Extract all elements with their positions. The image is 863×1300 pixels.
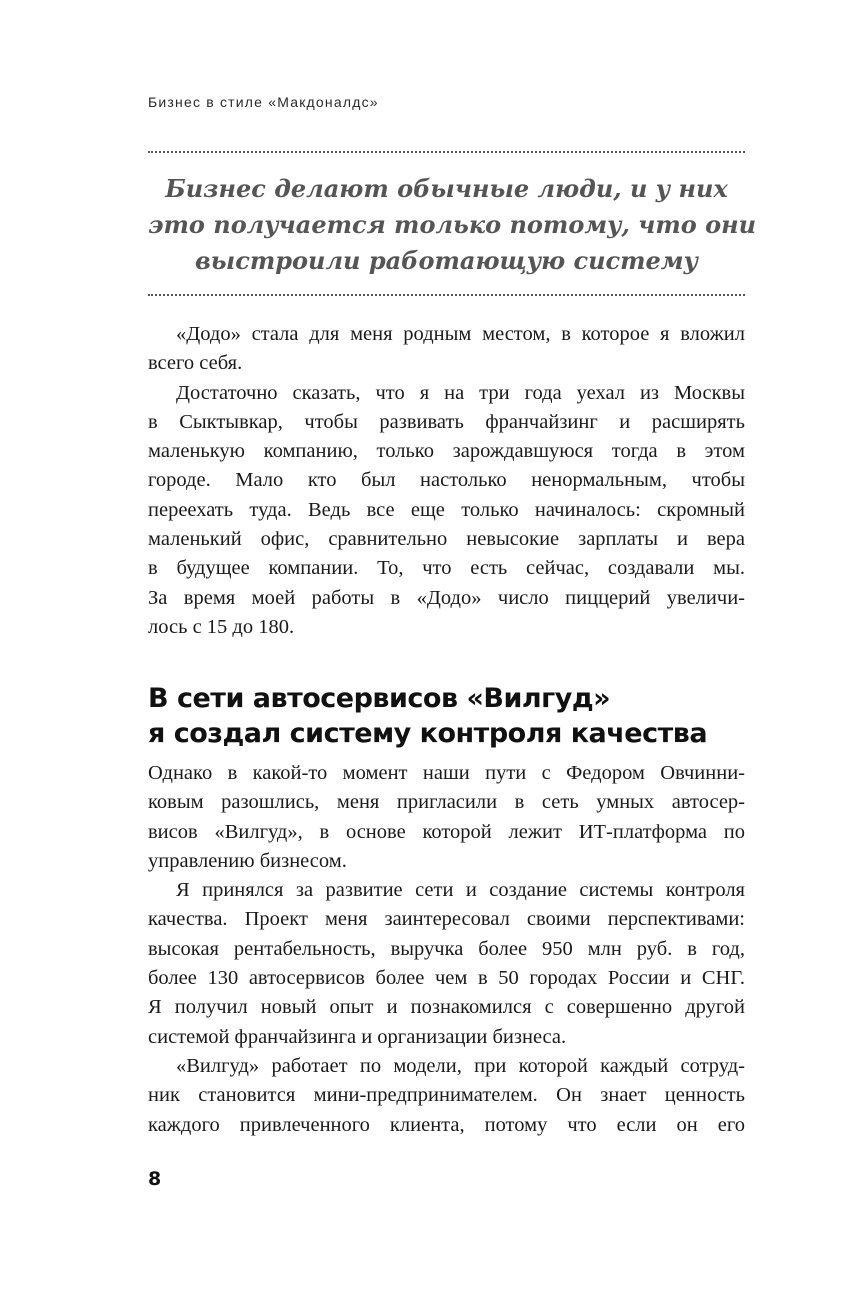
text-line: системой франчайзинга и организации бизнеса. [148,1025,567,1048]
pull-quote-line: это получается только потому, что они [148,210,757,239]
text-line: каждого привлеченного клиента, потому что если он его [148,1113,745,1136]
text-line: управлению бизнесом. [148,849,347,872]
text-line: городе. Мало кто был настолько ненормальным, чтобы [148,469,745,492]
text-line: Достаточно сказать, что я на три года уехал из Москвы [176,381,745,404]
page-number: 8 [148,1168,162,1190]
pull-quote-line: выстроили работающую систему [195,246,698,275]
section-heading-line: В сети автосервисов «Вилгуд» [148,683,611,714]
quote-divider-top [148,151,745,153]
text-line: Я получил новый опыт и познакомился с совершенно другой [148,996,745,1019]
text-line: в будущее компании. То, что есть сейчас, создавали мы. [148,557,745,580]
text-line: качества. Проект меня заинтересовал своими перспективами: [148,908,745,931]
quote-divider-bottom [148,294,745,296]
text-line: высокая рентабельность, выручка более 950 млн руб. в год, [148,937,745,960]
text-line: лось с 15 до 180. [148,615,295,638]
text-line: маленький офис, сравнительно невысокие зарплаты и вера [148,528,745,551]
text-line: переехать туда. Ведь все еще только начиналось: скромный [148,498,745,521]
section-heading-line: я создал систему контроля качества [148,718,708,749]
text-line: Я принялся за развитие сети и создание системы контроля [176,879,745,902]
text-line: висов «Вилгуд», в основе которой лежит ИТ-платформа по [148,820,745,843]
text-line: всего себя. [148,352,243,375]
text-line: ковым разошлись, меня пригласили в сеть умных автосер- [148,791,745,814]
text-line: «Додо» стала для меня родным местом, в которое я вложил [176,323,745,345]
body-text-section-1 [148,320,745,642]
text-line: более 130 автосервисов более чем в 50 городах России и СНГ. [148,967,745,990]
pull-quote [148,171,757,279]
text-line: «Вилгуд» работает по модели, при которой каждый сотруд- [176,1054,745,1077]
text-line: Однако в какой-то момент наши пути с Федором Овчинни- [148,762,745,784]
text-line: За время моей работы в «Додо» число пиццерий увеличи- [148,586,745,609]
text-line: маленькую компанию, только зарождавшуюся тогда в этом [148,440,745,463]
text-line: в Сыктывкар, чтобы развивать франчайзинг и расширять [148,410,745,433]
text-line: ник становится мини-предпринимателем. Он знает ценность [148,1084,745,1107]
running-header: Бизнес в стиле «Макдоналдс» [148,94,379,110]
section-heading [148,681,707,751]
body-text-section-2 [148,759,745,1140]
pull-quote-line: Бизнес делают обычные люди, и у них [165,174,728,203]
